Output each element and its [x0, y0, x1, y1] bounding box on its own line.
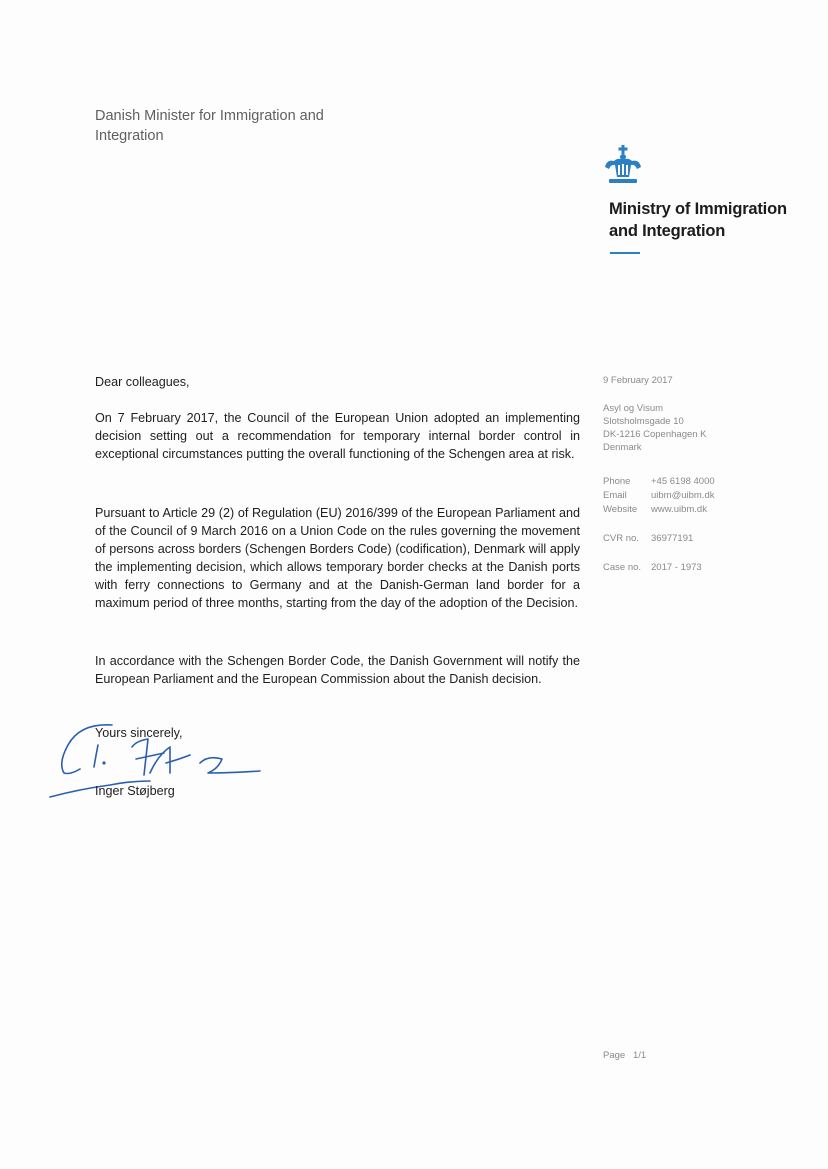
- cvr-value: 36977191: [651, 533, 694, 544]
- page-number: [603, 1050, 646, 1061]
- website-row: [603, 503, 803, 516]
- addressee-block: [95, 106, 375, 146]
- paragraph-2: Pursuant to Article 29 (2) of Regulation (EU) 2016/399 of the European Parliament and of the Council of 9 March 2016 on a Union Code on the rules governing the movement of persons across borders (Schengen Borders Code) (codification), Denmark will apply the implementing decision, which allows temporary border checks at the Danish ports with ferry connections to Germany and at the Danish-German land border for a maximum period of three months, starting from the day of the adoption of the Decision.: [95, 506, 580, 610]
- address-line-2: Slotsholmsgade 10: [603, 416, 684, 427]
- phone-label: Phone: [603, 476, 631, 487]
- email-value[interactable]: uibm@uibm.dk: [651, 490, 715, 501]
- sender-address: [603, 402, 707, 454]
- case-value: 2017 - 1973: [651, 562, 702, 573]
- phone-row: [603, 475, 803, 488]
- address-line-4: Denmark: [603, 442, 642, 453]
- cvr-label: CVR no.: [603, 533, 639, 544]
- email-row: [603, 489, 803, 502]
- danish-crown-icon: [601, 145, 645, 189]
- signer-name: Inger Støjberg: [95, 784, 175, 798]
- case-label: Case no.: [603, 562, 642, 573]
- ministry-logo-text: [609, 198, 809, 242]
- paragraph-1: On 7 February 2017, the Council of the European Union adopted an implementing decision setting out a recommendation for temporary internal border control in exceptional circumstances putting the overall functioning of the Schengen area at risk.: [95, 411, 580, 461]
- address-line-3: DK-1216 Copenhagen K: [603, 429, 707, 440]
- closing: Yours sincerely,: [95, 726, 183, 740]
- case-row: [603, 561, 803, 574]
- website-value[interactable]: www.uibm.dk: [651, 504, 707, 515]
- addressee-line-2: Integration: [95, 128, 164, 144]
- letter-date: 9 February 2017: [603, 375, 673, 386]
- logo-line-2: and Integration: [609, 222, 726, 240]
- email-label: Email: [603, 490, 627, 501]
- cvr-row: [603, 532, 803, 545]
- logo-accent-rule: [610, 252, 640, 254]
- paragraph-3: In accordance with the Schengen Border Code, the Danish Government will notify the European Parliament and the European Commission about the Danish decision.: [95, 654, 580, 686]
- page-value: 1/1: [633, 1050, 647, 1061]
- page-label: Page: [603, 1050, 626, 1061]
- addressee-line-1: Danish Minister for Immigration and: [95, 108, 324, 124]
- address-line-1: Asyl og Visum: [603, 403, 664, 414]
- logo-line-1: Ministry of Immigration: [609, 200, 787, 218]
- phone-value: +45 6198 4000: [651, 476, 715, 487]
- salutation: Dear colleagues,: [95, 375, 190, 389]
- website-label: Website: [603, 504, 638, 515]
